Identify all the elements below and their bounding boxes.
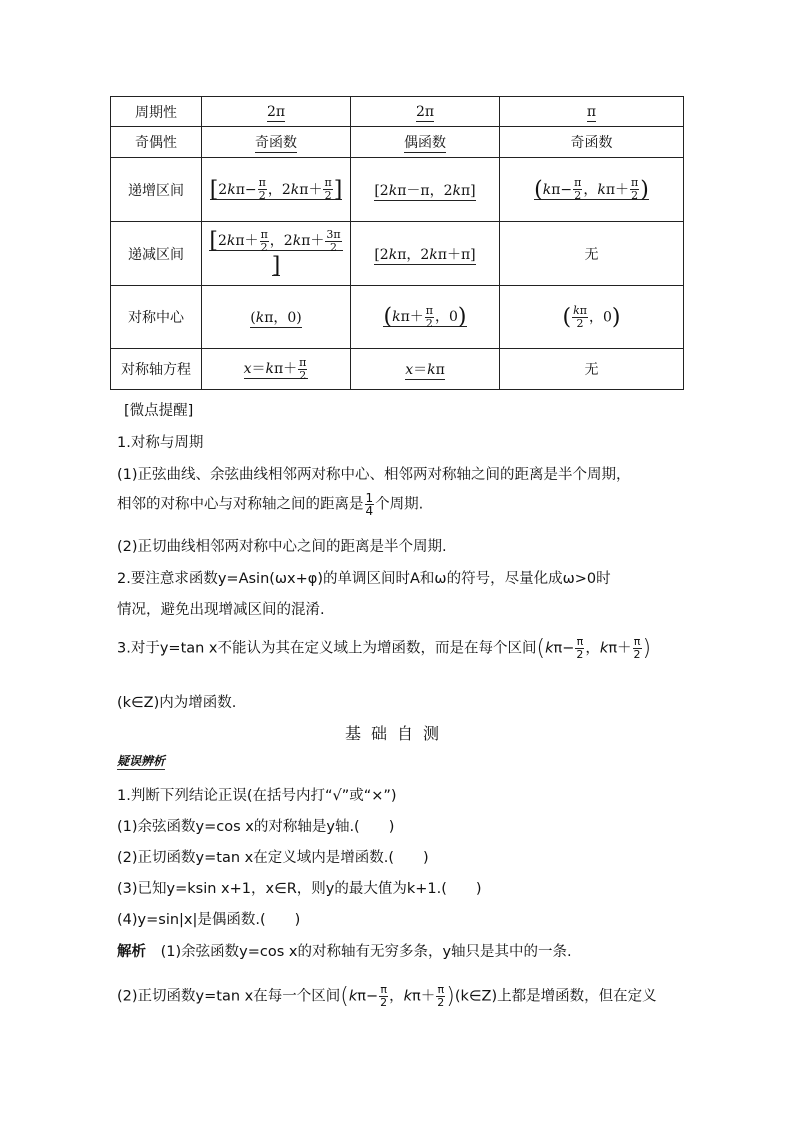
table-row [111,127,684,158]
cell-cos: [2kπ，2kπ＋π] [351,222,500,286]
answer-line: (2)正切函数y=tan x在每一个区间(kπ− $\frac{\pi}{2}$ ，kπ＋ $\frac{\pi}{2}$ )(k∈Z)上都是增函数，但在定义 [117,983,657,1009]
cell-sin: [2kπ− $\frac{\pi}{2}$ ，2kπ＋ $\frac{\pi}{2}$ ] [202,158,351,222]
cell-tan: π [500,97,684,127]
note-line: (2)正切曲线相邻两对称中心之间的距离是半个周期. [117,539,447,555]
row-label: 对称中心 [111,286,202,349]
cell-sin: (kπ，0) [202,286,351,349]
answer-line: 解析 (1)余弦函数y=cos x的对称轴有无穷多条，y轴只是其中的一条. [117,944,572,960]
note-line: 情况，避免出现增减区间的混淆. [117,602,325,618]
table-row [111,222,684,286]
question-line: (3)已知y=ksin x+1，x∈R，则y的最大值为k+1.( ) [117,881,482,897]
table-row [111,158,684,222]
question-line: 1.判断下列结论正误(在括号内打“√”或“×”) [117,788,397,804]
question-line: (1)余弦函数y=cos x的对称轴是y轴.( ) [117,819,395,835]
cell-sin: x＝kπ＋ $\frac{\pi}{2}$ [202,349,351,390]
note-line: 3.对于y=tan x不能认为其在定义域上为增函数，而是在每个区间(kπ− $\frac{\pi}{2}$ ，kπ＋ $\frac{\pi}{2}$ ) [117,635,652,661]
cell-cos: (kπ＋ $\frac{\pi}{2}$ ，0) [351,286,500,349]
cell-tan: (kπ− $\frac{\pi}{2}$ ，kπ＋ $\frac{\pi}{2}$ ) [500,158,684,222]
note-line: 1.对称与周期 [117,435,204,451]
row-label: 递减区间 [111,222,202,286]
row-label: 奇偶性 [111,127,202,158]
cell-tan: ( $\frac{k\pi}{2}$ ，0) [500,286,684,349]
table-row [111,97,684,127]
row-label: 递增区间 [111,158,202,222]
cell-cos: [2kπ－π，2kπ] [351,158,500,222]
notes-heading: [微点提醒] [124,403,194,419]
question-line: (2)正切函数y=tan x在定义域内是增函数.( ) [117,850,429,866]
section-tag: 疑误辨析 [117,754,166,768]
question-line: (4)y=sin|x|是偶函数.( ) [117,912,301,928]
cell-tan: 无 [500,222,684,286]
note-line: (1)正弦曲线、余弦曲线相邻两对称中心、相邻两对称轴之间的距离是半个周期， [117,467,631,483]
row-label: 周期性 [111,97,202,127]
section-title: 基础自测 [344,724,449,743]
cell-cos: x＝kπ [351,349,500,390]
cell-cos: 2π [351,97,500,127]
answer-label: 解析 [117,944,146,960]
table-row [111,349,684,390]
note-line: 2.要注意求函数y=Asin(ωx+φ)的单调区间时A和ω的符号，尽量化成ω>0时 [117,571,611,587]
cell-tan: 奇函数 [500,127,684,158]
note-line: (k∈Z)内为增函数. [117,695,237,711]
cell-cos: 偶函数 [351,127,500,158]
cell-sin: 2π [202,97,351,127]
trig-properties-table [110,96,684,390]
cell-tan: 无 [500,349,684,390]
cell-sin: [2kπ＋ $\frac{\pi}{2}$ ，2kπ＋ $\frac{3\pi}{2}$ ] [202,222,351,286]
cell-sin: 奇函数 [202,127,351,158]
table-row [111,286,684,349]
note-line: 相邻的对称中心与对称轴之间的距离是 $\frac{1}{4}$ 个周期. [117,491,424,518]
row-label: 对称轴方程 [111,349,202,390]
